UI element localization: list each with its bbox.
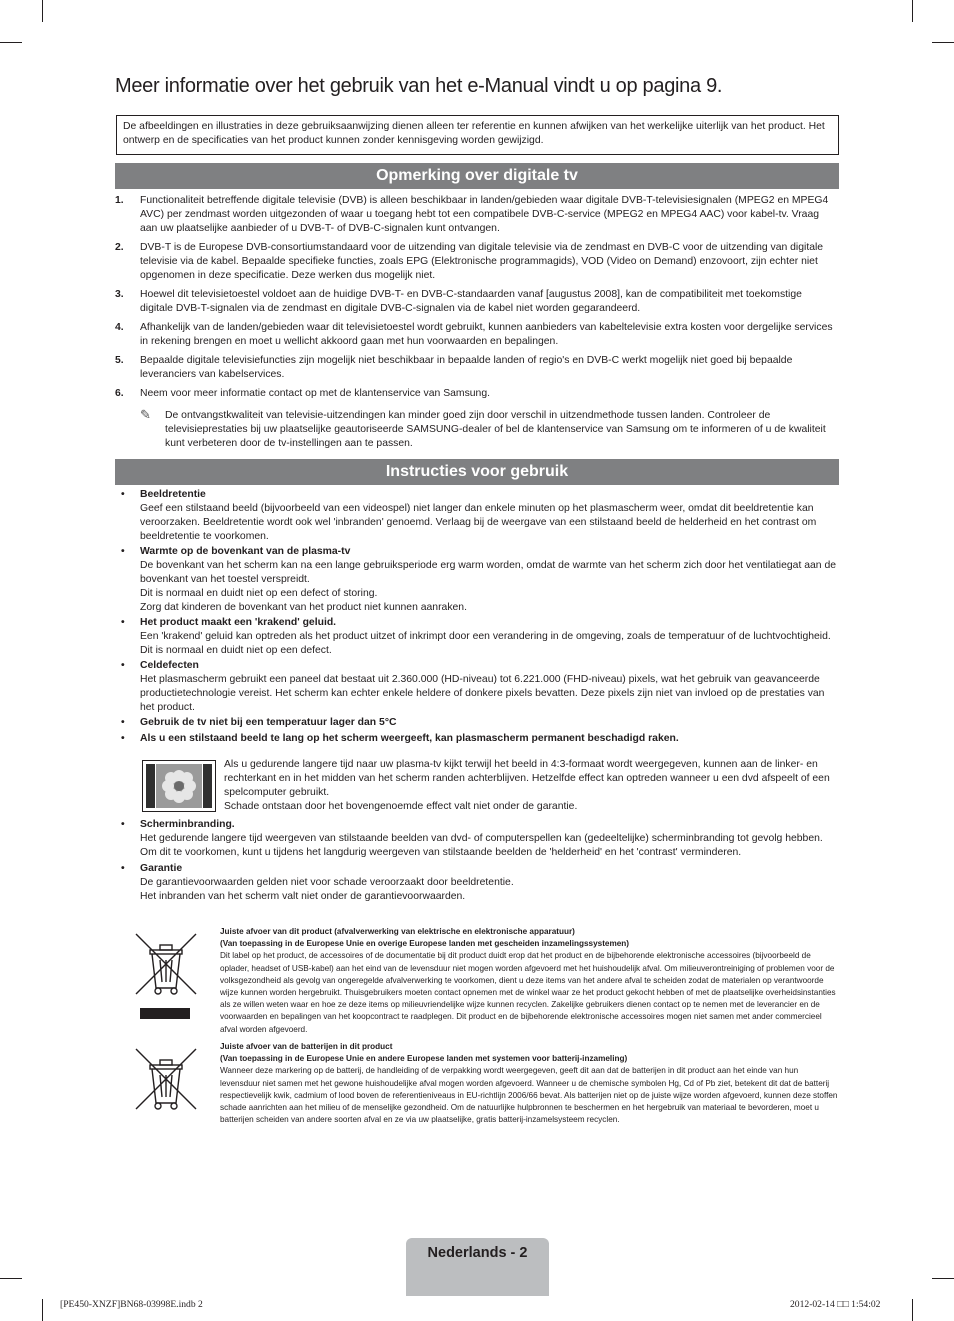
- battery-subtitle: (Van toepassing in de Europese Unie en andere Europese landen met systemen voor batterij-inzameling): [220, 1054, 628, 1064]
- crop-mark: [42, 1299, 43, 1321]
- crop-mark: [932, 42, 954, 43]
- battery-disposal-block: [130, 1041, 840, 1141]
- disclaimer-box: De afbeeldingen en illustraties in deze gebruiksaanwijzing dienen alleen ter referentie en kunnen afwijken van het werkelijke uiterlijk van het product. Het ontwerp en de specificaties van het product kunnen zonder kennisgeving worden gewijzigd.: [116, 115, 839, 155]
- section-heading-digital-tv: Opmerking over digitale tv: [115, 163, 839, 189]
- instructions-list: [115, 488, 839, 746]
- list-item: 6. Neem voor meer informatie contact op met de klantenservice van Samsung.: [115, 388, 490, 399]
- battery-text: [220, 1041, 840, 1126]
- battery-body: Wanneer deze markering op de batterij, de handleiding of de verpakking wordt weergegeven, geeft dit aan dat de batterijen in dit product aan het einde van hun levensduur niet samen met het gewone huishoudelijke afval mogen worden afgevoerd. Wanneer u de chemische symbolen Hg, Cd of Pb ziet, betekent dit dat de batterij respectievelijk kwik, cadmium of lood boven de referentieniveaus in EU-richtlijn 2006/66 bevat. Als batterijen niet op de juiste wijze worden afgevoerd, kunnen deze stoffen schade aanrichten aan het milieu of de menselijke gezondheid. Om de natuurlijke hulpbronnen te beschermen en het hergebruik van materiaal te bevorderen, moet u batterijen scheiden van andere soorten afval en ze via uw plaatselijke, gratis batterij-inzamelsysteem recyclen.: [220, 1066, 838, 1125]
- item-title: Gebruik de tv niet bij een temperatuur lager dan 5°C: [140, 717, 397, 728]
- section-heading-instructions: Instructies voor gebruik: [115, 459, 839, 485]
- letterbox-bar: [203, 764, 212, 808]
- weee-text: [220, 926, 840, 1036]
- item-title: Het product maakt een 'krakend' geluid.: [140, 617, 337, 628]
- list-item: 3. Hoewel dit televisietoestel voldoet aan de huidige DVB-T- en DVB-C-standaarden vanaf [augustus 2008], kan de compatibiliteit met toekomstige digitale DVB-T-signalen via de zendmast en digitale DVB-C-signalen via de kabel niet worden gegarandeerd.: [115, 289, 802, 314]
- plasma-tv-flower-image: [142, 760, 216, 812]
- item-title: Als u een stilstaand beeld te lang op het scherm weergeeft, kan plasmascherm permanent beschadigd raken.: [140, 733, 679, 744]
- list-item: 5. Bepaalde digitale televisiefuncties zijn mogelijk niet beschikbaar in bepaalde landen of regio's en DVB-C werkt mogelijk niet goed bij bepaalde leveranciers van kabelservices.: [115, 355, 793, 380]
- print-file-info: [PE450-XNZF]BN68-03998E.indb 2: [60, 1299, 203, 1310]
- crop-mark: [0, 42, 22, 43]
- bullet-icon: •: [121, 717, 125, 728]
- page-title: Meer informatie over het gebruik van het e-Manual vindt u op pagina 9.: [115, 75, 723, 97]
- battery-title: Juiste afvoer van de batterijen in dit product: [220, 1042, 393, 1051]
- instructions-list-continued: [115, 818, 839, 904]
- reception-note: ✎ De ontvangstkwaliteit van televisie-uitzendingen kan minder goed zijn door verschil in uitzendmethode tussen landen. Controleer de televisieprestaties bij uw plaatselijke geautoriseerde SAMSUNG-dealer of bel de klantenservice van Samsung om te informeren of u de kwaliteit kunt verbeteren door de tv-instellingen aan te passen.: [140, 407, 826, 449]
- crop-mark: [0, 1278, 22, 1279]
- item-title: Celdefecten: [140, 660, 199, 671]
- crop-mark: [912, 0, 913, 22]
- list-item: [115, 732, 839, 746]
- crop-mark: [42, 0, 43, 22]
- bullet-icon: •: [121, 546, 125, 557]
- crop-mark: [912, 1299, 913, 1321]
- item-title: Warmte op de bovenkant van de plasma-tv: [140, 546, 351, 557]
- pencil-note-icon: ✎: [140, 407, 151, 422]
- weee-subtitle: (Van toepassing in de Europese Unie en overige Europese landen met gescheiden inzamelingssystemen): [220, 939, 630, 949]
- weee-black-bar: [140, 1008, 190, 1019]
- list-item: • Het product maakt een 'krakend' geluid. Een 'krakend' geluid kan optreden als het product uitzet of inkrimpt door een verandering in de omgeving, zoals de temperatuur of de luchtvochtigheid. Dit is normaal en duidt niet op een defect.: [115, 616, 839, 658]
- list-item: 2. DVB-T is de Europese DVB-consortiumstandaard voor de uitzending van digitale televisie via de zendmast en DVB-C voor de uitzending van digitale televisie via de kabel. Bepaalde specifieke functies, zoals EPG (Elektronische programmagids), VOD (Video on Demand) enzovoort, zijn echter niet opgenomen in deze specificatie. Deze werken dus mogelijk niet.: [115, 242, 824, 281]
- list-item: • Scherminbranding. Het gedurende langere tijd weergeven van stilstaande beelden van dvd- of computerspellen kan (gedeeltelijke) scherminbranding tot gevolg hebben. Om dit te voorkomen, kunt u tijdens het langdurig weergeven van stilstaande beelden de 'helderheid' en het 'contrast' verminderen.: [115, 818, 839, 860]
- crop-mark: [932, 1278, 954, 1279]
- print-timestamp: 2012-02-14 □□ 1:54:02: [790, 1299, 881, 1310]
- page-number-tab: Nederlands - 2: [406, 1238, 549, 1296]
- item-title: Scherminbranding.: [140, 819, 235, 830]
- crossed-bin-icon: [132, 930, 200, 998]
- letterbox-bar: [146, 764, 155, 808]
- list-item: [115, 716, 839, 730]
- tv-note-text: Als u gedurende langere tijd naar uw plasma-tv kijkt terwijl het beeld in 4:3-formaat wordt weergegeven, kunnen aan de linker- en rechterkant en in het midden van het scherm randen achterblijven. Hetzelfde effect kan optreden wanneer u een dvd afspeelt of een spelcomputer gebruikt. Schade ontstaan door het bovengenoemde effect valt niet onder de garantie.: [224, 759, 830, 812]
- weee-disposal-block: [130, 926, 840, 1038]
- bullet-icon: •: [121, 489, 125, 500]
- item-title: Beeldretentie: [140, 489, 206, 500]
- crossed-bin-icon: [132, 1045, 200, 1113]
- list-item: • Garantie De garantievoorwaarden gelden niet voor schade veroorzaakt door beeldretentie. Het inbranden van het scherm valt niet onder de garantievoorwaarden.: [115, 862, 839, 904]
- list-item: • Beeldretentie Geef een stilstaand beeld (bijvoorbeeld van een videospel) niet langer dan enkele minuten op het plasmascherm weer, omdat dit beeldretentie kan veroorzaken. Beeldretentie wordt ook wel 'inbranden' genoemd. Verlaag bij de weergave van een stilstaand beeld de helderheid en het contrast om beeldretentie te voorkomen.: [115, 488, 839, 544]
- tv-screen: [156, 764, 202, 808]
- plasma-tv-note: [140, 758, 838, 816]
- digital-tv-list: [115, 194, 837, 401]
- list-item: • Celdefecten Het plasmascherm gebruikt een paneel dat bestaat uit 2.360.000 (HD-niveau) tot 6.221.000 (FHD-niveau) pixels, wat het gebruik van geavanceerde productietechnologie vereist. Het scherm kan echter enkele heldere of donkere pixels bevatten. Deze pixels zijn niet van invloed op de prestaties van het product.: [115, 659, 839, 715]
- weee-body: Dit label op het product, de accessoires of de documentatie bij dit product duidt erop dat het product en de bijbehorende elektronische accessoires (bijvoorbeeld de oplader, headset of USB-kabel) aan het eind van de levensduur niet mogen worden afgevoerd met het huishoudelijk afval. Om milieuverontreiniging of problemen voor de volksgezondheid als gevolg van ongeregelde afvalverwerking te voorkomen, dient u deze items van het andere afval te scheiden zodat de materialen op verantwoorde wijze kunnen worden hergebruikt. Thuisgebruikers moeten contact opnemen met de winkel waar ze het product gekocht hebben of met de plaatselijke overheidsinstanties als ze willen weten waar en hoe ze deze items op milieuvriendelijke wijze kunnen recyclen. Zakelijke gebruikers dienen contact op te nemen met de leverancier en de voorwaarden en bepalingen van het koopcontract te raadplegen. Dit product en de bijbehorende elektronische accessoires mogen niet samen met ander commercieel afval worden afgevoerd.: [220, 951, 836, 1034]
- bullet-icon: •: [121, 819, 125, 830]
- bullet-icon: •: [121, 863, 125, 874]
- list-item: 1. Functionaliteit betreffende digitale televisie (DVB) is alleen beschikbaar in landen/gebieden waar digitale DVB-T-televisiesignalen (MPEG2 en MPEG4 AVC) per zendmast worden uitgezonden of waar u toegang hebt tot een compatibele DVB-C-service (MPEG2 en MPEG4 AAC) voor kabel-tv. Vraag aan uw plaatselijke aanbieder of u DVB-T- of DVB-C-signalen kunt ontvangen.: [115, 195, 829, 234]
- bullet-icon: •: [121, 733, 125, 744]
- bullet-icon: •: [121, 617, 125, 628]
- list-item: 4. Afhankelijk van de landen/gebieden waar dit televisietoestel wordt gebruikt, kunnen aanbieders van kabeltelevisie extra kosten voor dergelijke services in rekening brengen en moet u wellicht akkoord gaan met hun voorwaarden en bepalingen.: [115, 322, 833, 347]
- bullet-icon: •: [121, 660, 125, 671]
- item-title: Garantie: [140, 863, 183, 874]
- list-item: • Warmte op de bovenkant van de plasma-tv De bovenkant van het scherm kan na een lange gebruiksperiode erg warm worden, omdat de warmte van het scherm zich door het ventilatiegat aan de bovenkant van het toestel verspreidt. Dit is normaal en duidt niet op een defect of storing. Zorg dat kinderen de bovenkant van het product niet kunnen aanraken.: [115, 545, 839, 615]
- weee-title: Juiste afvoer van dit product (afvalverwerking van elektrische en elektronische apparatuur): [220, 927, 575, 936]
